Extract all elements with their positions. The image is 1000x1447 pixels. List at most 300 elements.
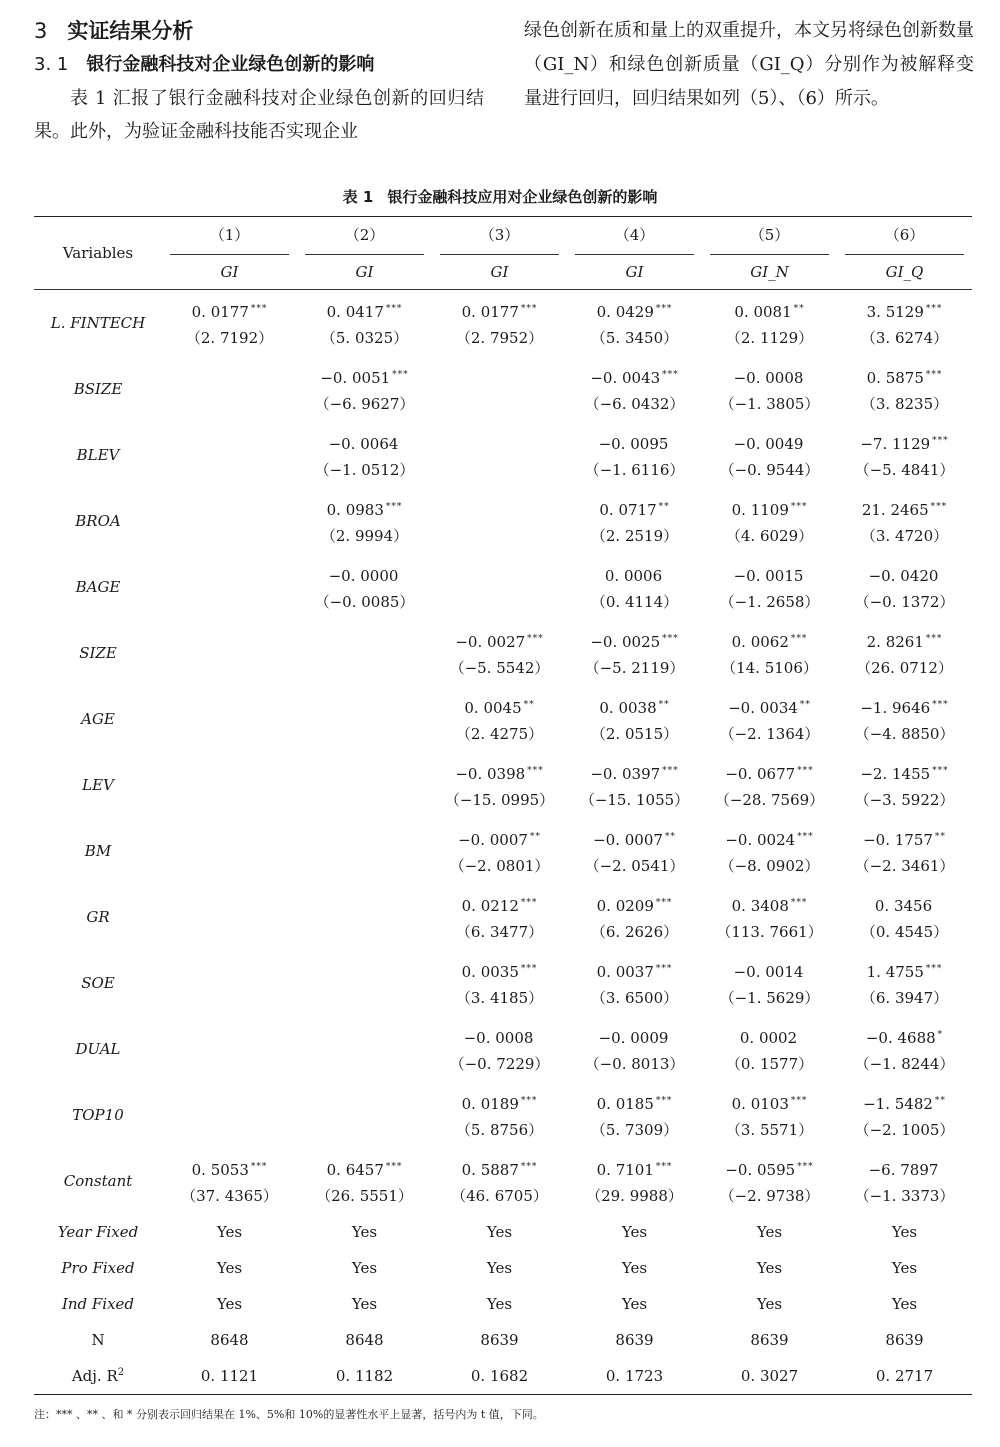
coefficient-line bbox=[297, 969, 432, 998]
coefficient-line bbox=[297, 1154, 432, 1183]
section-title: 实证结果分析 bbox=[67, 19, 194, 43]
coefficient-line bbox=[837, 626, 972, 655]
coefficient-value: 0. 3456 bbox=[874, 896, 933, 915]
significance-stars: ** bbox=[664, 831, 676, 842]
fixed-effect-label: Ind Fixed bbox=[61, 1295, 135, 1313]
coef-cell bbox=[567, 488, 702, 554]
left-column bbox=[34, 14, 484, 148]
coef-cell bbox=[162, 752, 297, 818]
coefficient-line bbox=[162, 296, 297, 325]
coef-cell bbox=[567, 1016, 702, 1082]
significance-stars: *** bbox=[655, 1095, 673, 1106]
coef-cell bbox=[162, 1148, 297, 1214]
coefficient-value: −1. 5482 bbox=[863, 1094, 933, 1113]
header-row-dependent-vars bbox=[34, 255, 972, 290]
adj-r2-value: 0. 1182 bbox=[297, 1358, 432, 1395]
coefficient-value: 1. 4755 bbox=[866, 962, 924, 981]
coef-cell bbox=[837, 290, 972, 357]
coefficient-line bbox=[702, 494, 837, 523]
coefficient-line bbox=[162, 375, 297, 404]
coef-cell bbox=[837, 488, 972, 554]
coefficient-line bbox=[567, 956, 702, 985]
coef-cell bbox=[432, 884, 567, 950]
coefficient-value: −0. 0008 bbox=[733, 368, 804, 387]
coef-cell bbox=[432, 1016, 567, 1082]
t-statistic: （−1. 5629） bbox=[719, 988, 820, 1007]
t-statistic: （14. 5106） bbox=[721, 658, 818, 677]
adj-r2-value: 0. 2717 bbox=[837, 1358, 972, 1395]
t-statistic: （26. 0712） bbox=[856, 658, 953, 677]
coefficient-value: −0. 0398 bbox=[455, 764, 526, 783]
coefficient-line bbox=[432, 441, 567, 470]
significance-stars: *** bbox=[655, 1161, 673, 1172]
regression-table-body bbox=[34, 217, 972, 1395]
coefficient-line bbox=[162, 1101, 297, 1130]
coefficient-value: 0. 0103 bbox=[731, 1094, 789, 1113]
coefficient-line bbox=[432, 1088, 567, 1117]
table-caption-title: 银行金融科技应用对企业绿色创新的影响 bbox=[387, 188, 658, 206]
coefficient-value: 0. 0045 bbox=[464, 698, 522, 717]
coefficient-line bbox=[567, 758, 702, 787]
coefficient-line bbox=[567, 824, 702, 853]
fixed-effect-value: Yes bbox=[351, 1259, 378, 1277]
coef-cell bbox=[837, 884, 972, 950]
coefficient-line bbox=[702, 824, 837, 853]
significance-stars: *** bbox=[662, 765, 679, 776]
coefficient-line bbox=[297, 705, 432, 734]
t-statistic: （−2. 1364） bbox=[719, 724, 820, 743]
coefficient-value: −0. 0677 bbox=[725, 764, 796, 783]
coefficient-line bbox=[162, 441, 297, 470]
coef-cell bbox=[432, 752, 567, 818]
coef-cell bbox=[837, 818, 972, 884]
coef-cell bbox=[702, 422, 837, 488]
coefficient-value: −2. 1455 bbox=[860, 764, 931, 783]
coefficient-value: −0. 0007 bbox=[593, 830, 663, 849]
table-row bbox=[34, 554, 972, 620]
column-number: （3） bbox=[440, 217, 559, 255]
coef-cell bbox=[297, 686, 432, 752]
coefficient-line bbox=[567, 1022, 702, 1051]
coef-cell bbox=[567, 1082, 702, 1148]
coefficient-line bbox=[702, 1088, 837, 1117]
coef-cell bbox=[162, 1016, 297, 1082]
coefficient-value: 0. 5053 bbox=[191, 1160, 249, 1179]
significance-stars: *** bbox=[385, 1161, 403, 1172]
significance-stars: *** bbox=[527, 633, 544, 644]
section-heading bbox=[34, 14, 484, 48]
fixed-effect-value: Yes bbox=[621, 1295, 648, 1313]
fixed-effect-value: Yes bbox=[216, 1295, 243, 1313]
coefficient-line bbox=[837, 758, 972, 787]
section-number: 3 bbox=[34, 19, 48, 43]
coefficient-line bbox=[162, 903, 297, 932]
coef-cell bbox=[162, 488, 297, 554]
coef-cell bbox=[567, 1148, 702, 1214]
coef-cell bbox=[837, 950, 972, 1016]
coefficient-line bbox=[702, 890, 837, 919]
significance-stars: *** bbox=[925, 369, 943, 380]
adj-r2-label: Adj. R bbox=[71, 1367, 118, 1385]
coefficient-value: 0. 0983 bbox=[326, 500, 384, 519]
significance-stars: *** bbox=[797, 1161, 814, 1172]
coef-cell bbox=[162, 620, 297, 686]
t-statistic: （3. 4720） bbox=[860, 526, 949, 545]
table-row bbox=[34, 884, 972, 950]
coefficient-line bbox=[837, 1154, 972, 1183]
coefficient-line bbox=[567, 362, 702, 391]
coef-cell bbox=[837, 1082, 972, 1148]
significance-stars: ** bbox=[934, 831, 946, 842]
coefficient-value: −0. 0027 bbox=[455, 632, 526, 651]
coefficient-value: 0. 5887 bbox=[461, 1160, 519, 1179]
coefficient-line bbox=[297, 428, 432, 457]
fixed-effect-value: Yes bbox=[351, 1295, 378, 1313]
t-statistic: （3. 4185） bbox=[455, 988, 544, 1007]
coef-cell bbox=[432, 950, 567, 1016]
table-row bbox=[34, 950, 972, 1016]
coef-cell bbox=[297, 1148, 432, 1214]
coefficient-value: 3. 5129 bbox=[866, 302, 924, 321]
t-statistic: （3. 6274） bbox=[860, 328, 949, 347]
observations-value: 8639 bbox=[750, 1331, 789, 1349]
t-statistic: （6. 2626） bbox=[590, 922, 679, 941]
fixed-effect-label: Pro Fixed bbox=[61, 1259, 135, 1277]
dep-var: GI bbox=[355, 263, 374, 281]
significance-stars: *** bbox=[932, 435, 949, 446]
significance-stars: ** bbox=[658, 501, 670, 512]
significance-stars: *** bbox=[520, 963, 538, 974]
coefficient-line bbox=[432, 626, 567, 655]
coef-cell bbox=[702, 818, 837, 884]
coefficient-value: −0. 0095 bbox=[598, 434, 669, 453]
subsection-title: 银行金融科技对企业绿色创新的影响 bbox=[86, 54, 375, 75]
t-statistic: （3. 5571） bbox=[725, 1120, 814, 1139]
column-number: （4） bbox=[575, 217, 694, 255]
coefficient-value: 0. 0185 bbox=[596, 1094, 654, 1113]
adj-r2-value: 0. 1723 bbox=[567, 1358, 702, 1395]
dep-var: GI bbox=[625, 263, 644, 281]
t-statistic: （46. 6705） bbox=[451, 1186, 548, 1205]
coef-cell bbox=[837, 620, 972, 686]
coefficient-line bbox=[432, 573, 567, 602]
variable-name: SIZE bbox=[79, 644, 117, 662]
coef-cell bbox=[837, 422, 972, 488]
t-statistic: （−2. 0541） bbox=[584, 856, 685, 875]
t-statistic: （2. 7952） bbox=[455, 328, 544, 347]
coef-cell bbox=[432, 290, 567, 357]
coefficient-value: 0. 0035 bbox=[461, 962, 519, 981]
variable-name: LEV bbox=[82, 776, 114, 794]
column-header bbox=[702, 217, 837, 256]
t-statistic: （−8. 0902） bbox=[719, 856, 820, 875]
coef-cell bbox=[297, 950, 432, 1016]
fixed-effect-value: Yes bbox=[621, 1223, 648, 1241]
variable-name: AGE bbox=[81, 710, 115, 728]
adj-r2-row bbox=[34, 1358, 972, 1395]
coef-cell bbox=[297, 752, 432, 818]
coef-cell bbox=[162, 290, 297, 357]
dep-var: GI_Q bbox=[885, 263, 924, 281]
coefficient-value: −0. 0049 bbox=[733, 434, 804, 453]
coef-cell bbox=[702, 884, 837, 950]
regression-table bbox=[34, 216, 972, 1395]
table-row bbox=[34, 290, 972, 357]
t-statistic: （0. 4545） bbox=[860, 922, 949, 941]
coef-cell bbox=[702, 356, 837, 422]
coefficient-line bbox=[837, 1088, 972, 1117]
coef-cell bbox=[297, 818, 432, 884]
t-statistic: （−2. 1005） bbox=[854, 1120, 955, 1139]
table-row bbox=[34, 422, 972, 488]
observations-value: 8639 bbox=[885, 1331, 924, 1349]
coef-cell bbox=[567, 554, 702, 620]
coefficient-line bbox=[162, 507, 297, 536]
coefficient-value: −0. 0015 bbox=[733, 566, 804, 585]
coefficient-line bbox=[297, 1101, 432, 1130]
t-statistic: （2. 2519） bbox=[590, 526, 679, 545]
coefficient-line bbox=[837, 890, 972, 919]
coef-cell bbox=[702, 1082, 837, 1148]
significance-stars: *** bbox=[797, 765, 814, 776]
t-statistic: （−15. 1055） bbox=[579, 790, 690, 809]
adj-r2-superscript: 2 bbox=[117, 1367, 125, 1378]
coefficient-line bbox=[702, 560, 837, 589]
significance-stars: *** bbox=[790, 501, 808, 512]
coefficient-line bbox=[567, 428, 702, 457]
column-header bbox=[162, 217, 297, 256]
table-row bbox=[34, 356, 972, 422]
coef-cell bbox=[162, 554, 297, 620]
coef-cell bbox=[432, 620, 567, 686]
significance-stars: *** bbox=[790, 897, 808, 908]
coefficient-line bbox=[702, 956, 837, 985]
observations-value: 8648 bbox=[210, 1331, 249, 1349]
fixed-effect-value: Yes bbox=[891, 1223, 918, 1241]
variable-name: BM bbox=[84, 842, 112, 860]
coefficient-line bbox=[297, 494, 432, 523]
t-statistic: （2. 4275） bbox=[455, 724, 544, 743]
significance-stars: *** bbox=[250, 303, 268, 314]
subsection-heading bbox=[34, 48, 484, 82]
coefficient-line bbox=[297, 560, 432, 589]
adj-r2-value: 0. 1121 bbox=[162, 1358, 297, 1395]
coef-cell bbox=[567, 422, 702, 488]
coefficient-value: 0. 3408 bbox=[731, 896, 789, 915]
significance-stars: *** bbox=[655, 897, 673, 908]
header-row-columns bbox=[34, 217, 972, 256]
coefficient-line bbox=[432, 692, 567, 721]
coefficient-value: 0. 0429 bbox=[596, 302, 654, 321]
table-row bbox=[34, 1016, 972, 1082]
fixed-effect-value: Yes bbox=[891, 1259, 918, 1277]
coef-cell bbox=[297, 1016, 432, 1082]
fixed-effect-row bbox=[34, 1286, 972, 1322]
t-statistic: （−5. 2119） bbox=[584, 658, 685, 677]
t-statistic: （0. 1577） bbox=[725, 1054, 814, 1073]
significance-stars: *** bbox=[925, 633, 943, 644]
coefficient-line bbox=[567, 626, 702, 655]
table-row bbox=[34, 620, 972, 686]
coefficient-value: 0. 0177 bbox=[461, 302, 519, 321]
coef-cell bbox=[837, 356, 972, 422]
t-statistic: （5. 0325） bbox=[320, 328, 409, 347]
coefficient-line bbox=[567, 494, 702, 523]
significance-stars: *** bbox=[930, 501, 948, 512]
coef-cell bbox=[567, 818, 702, 884]
t-statistic: （26. 5551） bbox=[316, 1186, 413, 1205]
coef-cell bbox=[432, 1148, 567, 1214]
coef-cell bbox=[432, 1082, 567, 1148]
coefficient-line bbox=[567, 1154, 702, 1183]
fixed-effect-value: Yes bbox=[756, 1223, 783, 1241]
significance-stars: *** bbox=[662, 633, 679, 644]
dep-var: GI bbox=[490, 263, 509, 281]
fixed-effect-value: Yes bbox=[756, 1295, 783, 1313]
coefficient-value: 0. 0717 bbox=[599, 500, 657, 519]
coefficient-value: −6. 7897 bbox=[868, 1160, 939, 1179]
variable-name: BROA bbox=[75, 512, 121, 530]
variable-name: SOE bbox=[81, 974, 115, 992]
coefficient-line bbox=[567, 692, 702, 721]
coefficient-line bbox=[297, 903, 432, 932]
observations-label: N bbox=[91, 1331, 105, 1349]
coef-cell bbox=[702, 686, 837, 752]
coef-cell bbox=[702, 1148, 837, 1214]
coefficient-line bbox=[297, 1035, 432, 1064]
coef-cell bbox=[432, 554, 567, 620]
variable-name: L. FINTECH bbox=[34, 290, 162, 357]
t-statistic: （−2. 0801） bbox=[449, 856, 550, 875]
column-header bbox=[297, 217, 432, 256]
significance-stars: *** bbox=[520, 303, 538, 314]
t-statistic: （2. 9994） bbox=[320, 526, 409, 545]
coef-cell bbox=[702, 752, 837, 818]
significance-stars: *** bbox=[932, 699, 949, 710]
coef-cell bbox=[162, 686, 297, 752]
coefficient-value: 0. 0002 bbox=[739, 1028, 798, 1047]
t-statistic: （5. 7309） bbox=[590, 1120, 679, 1139]
column-number: （1） bbox=[170, 217, 289, 255]
coefficient-value: 0. 7101 bbox=[596, 1160, 654, 1179]
coefficient-line bbox=[297, 837, 432, 866]
t-statistic: （5. 8756） bbox=[455, 1120, 544, 1139]
coefficient-line bbox=[567, 296, 702, 325]
coef-cell bbox=[432, 422, 567, 488]
fixed-effect-value: Yes bbox=[216, 1259, 243, 1277]
table-caption-number: 表 1 bbox=[342, 188, 374, 206]
coef-cell bbox=[432, 686, 567, 752]
coefficient-value: −0. 0064 bbox=[328, 434, 399, 453]
coefficient-value: −0. 4688 bbox=[865, 1028, 936, 1047]
observations-row bbox=[34, 1322, 972, 1358]
adj-r2-value: 0. 1682 bbox=[432, 1358, 567, 1395]
coefficient-line bbox=[162, 1154, 297, 1183]
coefficient-value: 2. 8261 bbox=[866, 632, 924, 651]
t-statistic: （0. 4114） bbox=[590, 592, 679, 611]
fixed-effect-value: Yes bbox=[486, 1259, 513, 1277]
t-statistic: （−15. 0995） bbox=[444, 790, 555, 809]
coefficient-line bbox=[837, 956, 972, 985]
fixed-effect-value: Yes bbox=[486, 1295, 513, 1313]
variable-name: GR bbox=[86, 908, 110, 926]
coef-cell bbox=[702, 950, 837, 1016]
coefficient-value: −0. 0051 bbox=[320, 368, 391, 387]
coefficient-line bbox=[432, 507, 567, 536]
coef-cell bbox=[837, 686, 972, 752]
coefficient-value: −1. 9646 bbox=[860, 698, 931, 717]
coefficient-value: 0. 0189 bbox=[461, 1094, 519, 1113]
t-statistic: （−2. 3461） bbox=[854, 856, 955, 875]
coefficient-value: −7. 1129 bbox=[860, 434, 931, 453]
t-statistic: （−0. 0085） bbox=[314, 592, 415, 611]
variables-header: Variables bbox=[62, 244, 134, 262]
coef-cell bbox=[162, 950, 297, 1016]
coefficient-value: 0. 0081 bbox=[734, 302, 792, 321]
significance-stars: *** bbox=[790, 1095, 808, 1106]
coef-cell bbox=[702, 620, 837, 686]
coefficient-value: −0. 0595 bbox=[725, 1160, 796, 1179]
t-statistic: （−0. 8013） bbox=[584, 1054, 685, 1073]
significance-stars: *** bbox=[932, 765, 949, 776]
significance-stars: *** bbox=[520, 1161, 538, 1172]
t-statistic: （2. 1129） bbox=[725, 328, 814, 347]
body-text bbox=[34, 14, 974, 154]
coefficient-value: 0. 0037 bbox=[596, 962, 654, 981]
fixed-effect-value: Yes bbox=[756, 1259, 783, 1277]
coefficient-value: 0. 6457 bbox=[326, 1160, 384, 1179]
coefficient-value: 0. 0038 bbox=[599, 698, 657, 717]
coefficient-line bbox=[837, 1022, 972, 1051]
adj-r2-label-cell bbox=[34, 1358, 162, 1395]
t-statistic: （−3. 5922） bbox=[854, 790, 955, 809]
coefficient-value: −0. 0024 bbox=[725, 830, 796, 849]
coef-cell bbox=[702, 1016, 837, 1082]
variable-name: DUAL bbox=[75, 1040, 121, 1058]
significance-stars: *** bbox=[790, 633, 808, 644]
coefficient-value: 0. 0062 bbox=[731, 632, 789, 651]
column-header bbox=[837, 217, 972, 256]
table-caption bbox=[0, 186, 1000, 207]
coefficient-value: 0. 0417 bbox=[326, 302, 384, 321]
coefficient-line bbox=[432, 890, 567, 919]
coefficient-line bbox=[162, 1035, 297, 1064]
coefficient-line bbox=[432, 1022, 567, 1051]
coefficient-line bbox=[297, 296, 432, 325]
table-row bbox=[34, 686, 972, 752]
t-statistic: （113. 7661） bbox=[716, 922, 823, 941]
table-row bbox=[34, 1082, 972, 1148]
coef-cell bbox=[162, 1082, 297, 1148]
coefficient-line bbox=[297, 362, 432, 391]
coef-cell bbox=[567, 686, 702, 752]
coefficient-value: 0. 0177 bbox=[191, 302, 249, 321]
coefficient-value: −0. 0420 bbox=[868, 566, 939, 585]
fixed-effect-value: Yes bbox=[351, 1223, 378, 1241]
t-statistic: （3. 6500） bbox=[590, 988, 679, 1007]
table-row bbox=[34, 1148, 972, 1214]
coef-cell bbox=[297, 620, 432, 686]
t-statistic: （−28. 7569） bbox=[714, 790, 825, 809]
paragraph-left: 表 1 汇报了银行金融科技对企业绿色创新的回归结果。此外，为验证金融科技能否实现企业 bbox=[34, 88, 484, 142]
t-statistic: （−4. 8850） bbox=[854, 724, 955, 743]
coefficient-line bbox=[702, 1154, 837, 1183]
coef-cell bbox=[837, 1016, 972, 1082]
coef-cell bbox=[432, 818, 567, 884]
coefficient-value: 0. 0006 bbox=[604, 566, 663, 585]
coefficient-line bbox=[702, 428, 837, 457]
coefficient-line bbox=[837, 494, 972, 523]
